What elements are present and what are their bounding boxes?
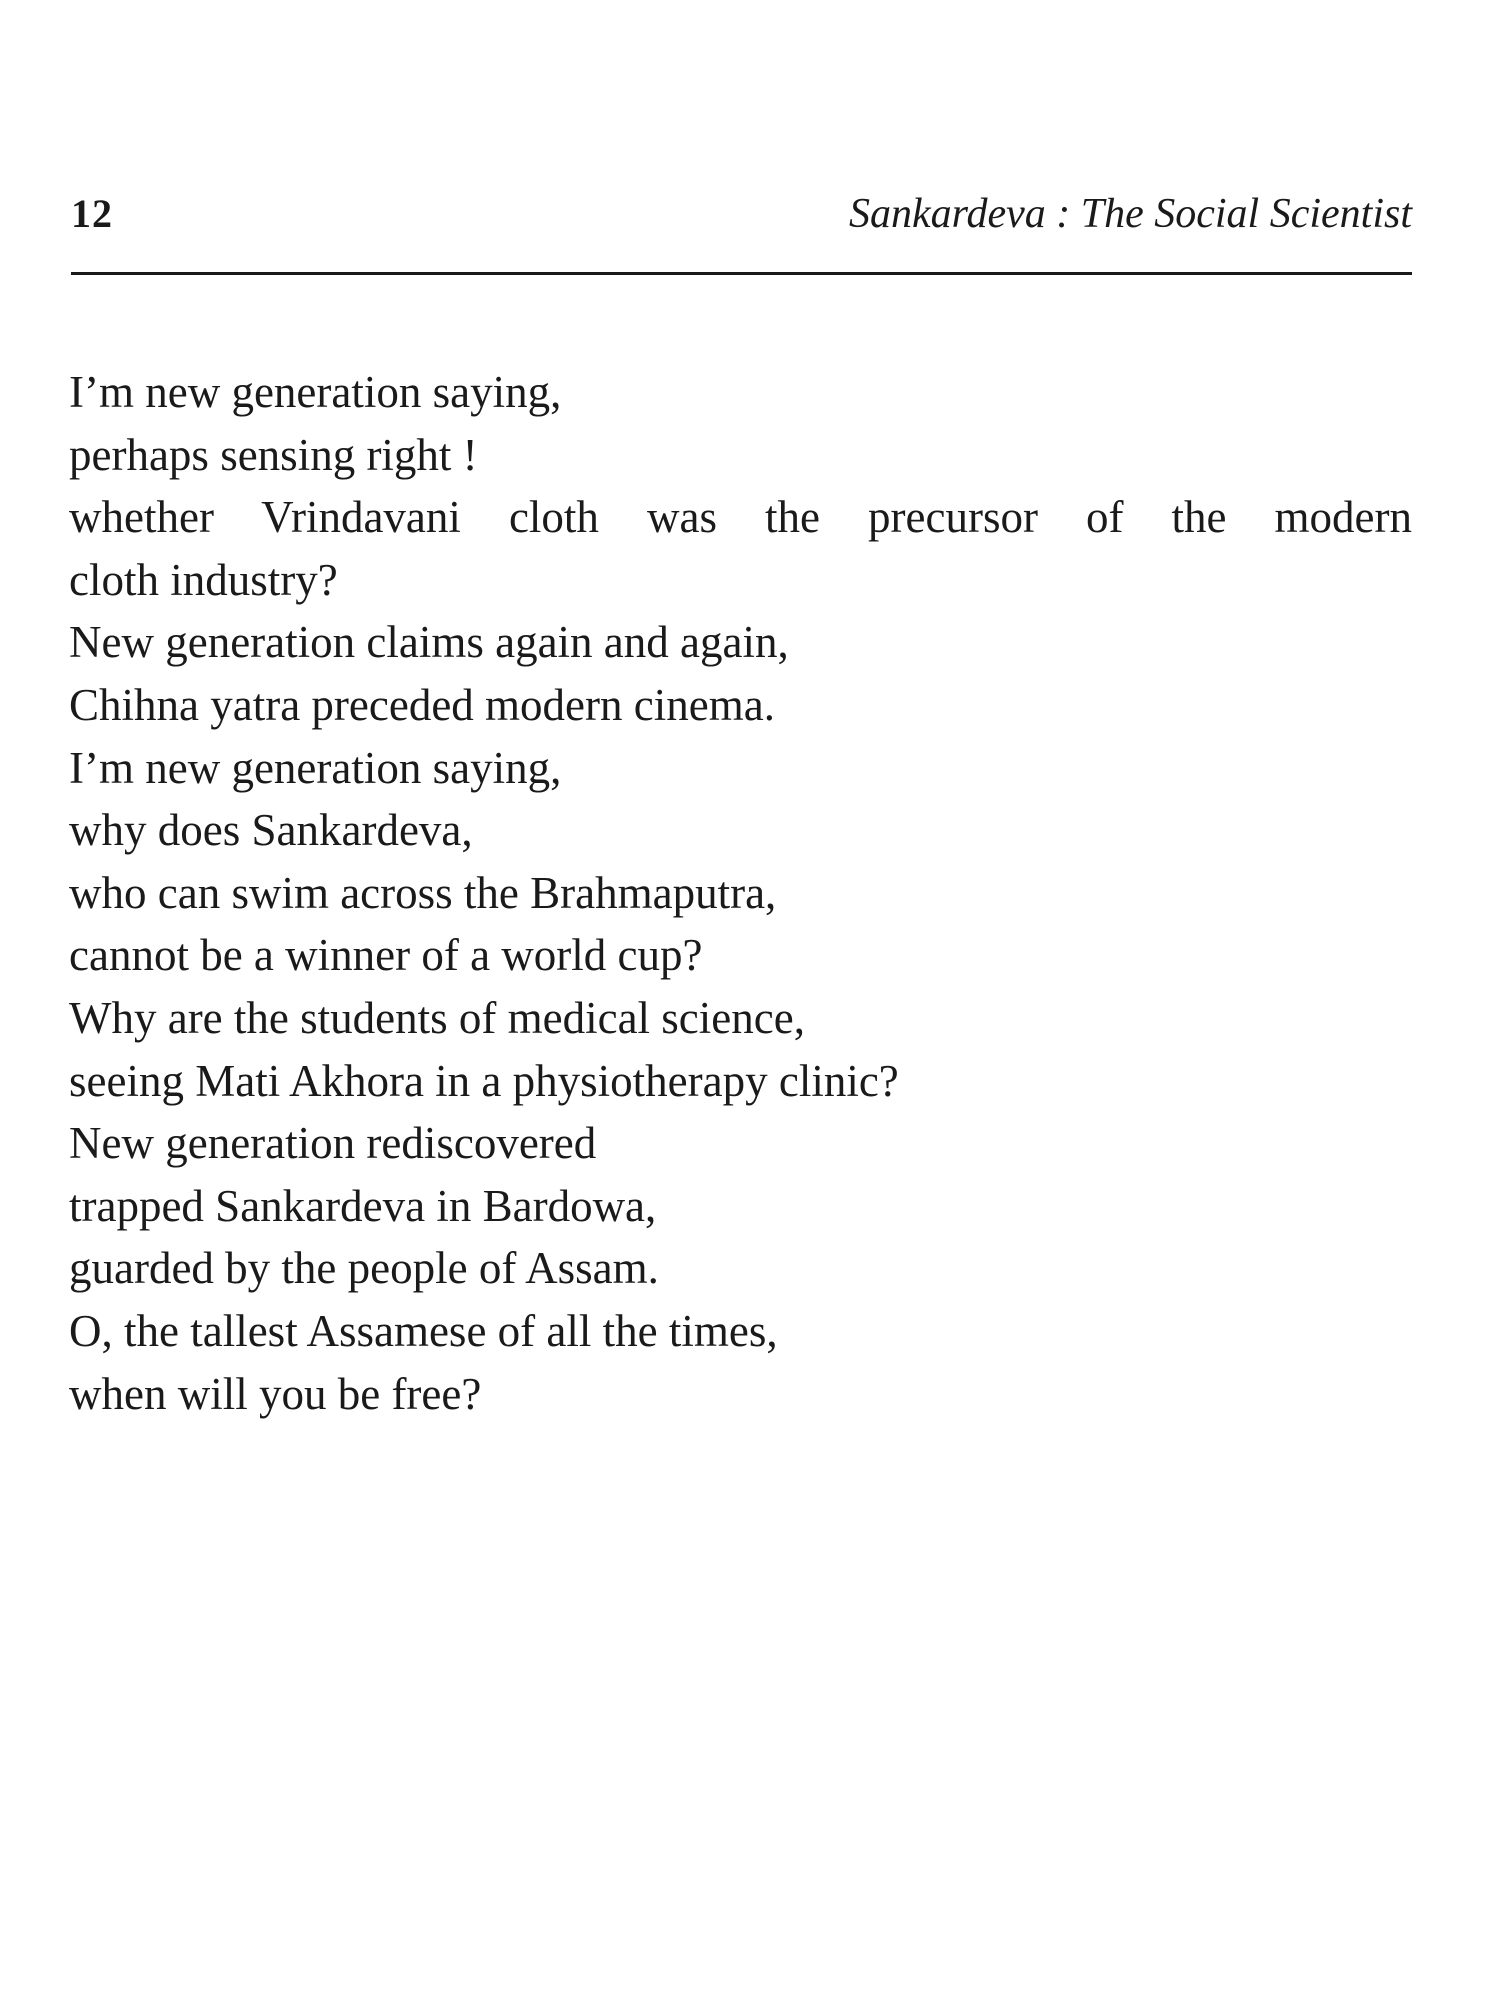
page-number: 12 [71,191,113,236]
poem-line: perhaps sensing right ! [69,429,478,480]
poem-line: New generation rediscovered [69,1118,597,1169]
poem-line: when will you be free? [69,1368,482,1419]
poem-line: why does Sankardeva, [69,805,473,856]
poem-text [69,361,1412,1425]
poem-line: New generation claims again and again, [69,617,789,668]
poem-line: whether Vrindavani cloth was the precursor of the modern [69,492,1412,543]
poem-line: cannot be a winner of a world cup? [69,930,703,981]
poem-line: cloth industry? [69,554,338,605]
poem-line: I’m new generation saying, [69,367,562,417]
running-head [71,190,1412,250]
header-rule [71,272,1412,275]
poem-line: I’m new generation saying, [69,742,562,793]
poem-line: guarded by the people of Assam. [69,1243,659,1294]
poem-line: O, the tallest Assamese of all the times, [69,1305,778,1356]
poem-line: seeing Mati Akhora in a physiotherapy clinic? [69,1055,899,1106]
poem-line: who can swim across the Brahmaputra, [69,867,777,918]
poem-line: Chihna yatra preceded modern cinema. [69,679,775,730]
book-title: Sankardeva : The Social Scientist [849,191,1412,237]
poem-line: trapped Sankardeva in Bardowa, [69,1180,657,1231]
poem-line: Why are the students of medical science, [69,992,805,1043]
